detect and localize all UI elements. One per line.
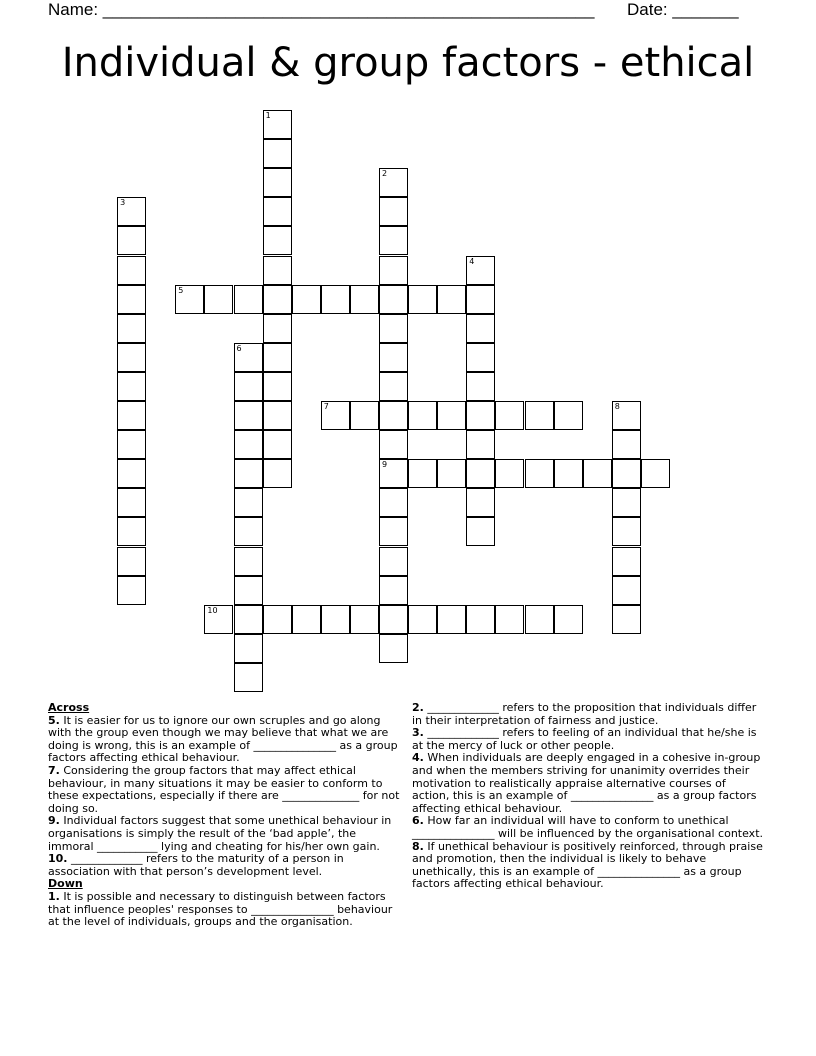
crossword-cell[interactable] bbox=[263, 605, 292, 634]
crossword-cell[interactable] bbox=[525, 605, 554, 634]
clue-number: 5 bbox=[178, 285, 184, 295]
crossword-cell[interactable] bbox=[408, 285, 437, 314]
crossword-cell[interactable] bbox=[263, 168, 292, 197]
crossword-cell[interactable] bbox=[117, 401, 146, 430]
crossword-cell[interactable] bbox=[292, 285, 321, 314]
clue-item-number: 1. bbox=[48, 889, 60, 903]
clue-number: 4 bbox=[469, 256, 475, 266]
clue-item bbox=[48, 765, 403, 815]
crossword-cell[interactable] bbox=[583, 459, 612, 488]
clue-number: 9 bbox=[382, 460, 388, 470]
clue-item-text: Considering the group factors that may affect ethical behaviour, in many situations it may be easier to conform to these expectations, especially if there are ______________ for not doing so. bbox=[48, 763, 400, 815]
crossword-cell[interactable] bbox=[234, 372, 263, 401]
clue-number: 8 bbox=[614, 402, 620, 411]
crossword-cell[interactable] bbox=[466, 372, 495, 401]
crossword-cell[interactable] bbox=[175, 285, 204, 314]
clues-right-column bbox=[412, 702, 766, 891]
clue-item-text: It is possible and necessary to distinguish between factors that influence peoples' responses to _______________ behaviour at the level of individuals, groups and the organisation. bbox=[48, 889, 393, 929]
date-field-label[interactable]: Date: _______ bbox=[627, 0, 739, 19]
clue-item bbox=[412, 702, 766, 727]
clue-number: 10 bbox=[207, 605, 218, 615]
crossword-cell[interactable] bbox=[379, 256, 408, 285]
crossword-cell[interactable] bbox=[234, 517, 263, 546]
clue-item-number: 9. bbox=[48, 814, 60, 828]
crossword-cell[interactable] bbox=[263, 372, 292, 401]
down-clue-list-continued bbox=[412, 702, 766, 891]
crossword-cell[interactable] bbox=[263, 256, 292, 285]
clue-item bbox=[48, 715, 403, 765]
clue-item-number: 5. bbox=[48, 713, 60, 727]
crossword-cell[interactable] bbox=[234, 401, 263, 430]
clue-item-text: _____________ refers to the proposition that individuals differ in their interpretation of fairness and justice. bbox=[412, 701, 757, 727]
crossword-cell[interactable] bbox=[117, 343, 146, 372]
clue-item-number: 2. bbox=[412, 701, 424, 714]
crossword-cell[interactable] bbox=[117, 488, 146, 517]
crossword-cell[interactable] bbox=[495, 605, 524, 634]
crossword-cell[interactable] bbox=[379, 459, 408, 488]
clue-item bbox=[412, 752, 766, 815]
crossword-cell[interactable] bbox=[408, 605, 437, 634]
crossword-cell[interactable] bbox=[117, 285, 146, 314]
crossword-cell[interactable] bbox=[350, 401, 379, 430]
crossword-cell[interactable] bbox=[263, 401, 292, 430]
clue-item bbox=[412, 727, 766, 752]
name-field-label[interactable]: Name: ____________________________________________________ bbox=[48, 0, 595, 19]
crossword-cell[interactable] bbox=[379, 401, 408, 430]
crossword-cell[interactable] bbox=[379, 634, 408, 663]
crossword-cell[interactable] bbox=[204, 285, 233, 314]
crossword-cell[interactable] bbox=[117, 517, 146, 546]
crossword-cell[interactable] bbox=[117, 256, 146, 285]
clue-item bbox=[48, 853, 403, 878]
crossword-cell[interactable] bbox=[263, 459, 292, 488]
crossword-cell[interactable] bbox=[234, 285, 263, 314]
crossword-cell[interactable] bbox=[612, 459, 641, 488]
crossword-cell[interactable] bbox=[117, 372, 146, 401]
crossword-cell[interactable] bbox=[466, 517, 495, 546]
down-clue-list bbox=[48, 891, 403, 929]
down-heading: Down bbox=[48, 877, 83, 891]
crossword-cell[interactable] bbox=[292, 605, 321, 634]
crossword-cell[interactable] bbox=[437, 459, 466, 488]
crossword-cell[interactable] bbox=[379, 168, 408, 197]
crossword-cell[interactable] bbox=[525, 459, 554, 488]
crossword-cell[interactable] bbox=[408, 459, 437, 488]
crossword-cell[interactable] bbox=[379, 197, 408, 226]
clue-item-number: 10. bbox=[48, 852, 68, 866]
crossword-cell[interactable] bbox=[117, 430, 146, 459]
crossword-cell[interactable] bbox=[234, 459, 263, 488]
crossword-cell[interactable] bbox=[379, 226, 408, 255]
crossword-cell[interactable] bbox=[234, 605, 263, 634]
clue-item-number: 6. bbox=[412, 814, 424, 828]
clues-left-column bbox=[48, 702, 403, 929]
crossword-cell[interactable] bbox=[234, 576, 263, 605]
crossword-cell[interactable] bbox=[379, 547, 408, 576]
crossword-cell[interactable] bbox=[263, 430, 292, 459]
crossword-cell[interactable] bbox=[466, 285, 495, 314]
clue-item-text: If unethical behaviour is positively reinforced, through praise and promotion, then the individual is likely to behave unethically, this is an example of _______________ as a group factors affecting ethical behaviour. bbox=[412, 839, 763, 891]
clue-item-text: How far an individual will have to conform to unethical _______________ will be influenced by the organisational context. bbox=[412, 814, 764, 840]
crossword-cell[interactable] bbox=[234, 663, 263, 692]
crossword-cell[interactable] bbox=[466, 256, 495, 285]
clue-item bbox=[48, 815, 403, 853]
crossword-cell[interactable] bbox=[437, 401, 466, 430]
crossword-cell[interactable] bbox=[612, 605, 641, 634]
clue-item bbox=[412, 815, 766, 840]
crossword-cell[interactable] bbox=[612, 488, 641, 517]
crossword-cell[interactable] bbox=[466, 488, 495, 517]
crossword-cell[interactable] bbox=[554, 605, 583, 634]
crossword-cell[interactable] bbox=[408, 401, 437, 430]
crossword-cell[interactable] bbox=[466, 430, 495, 459]
crossword-cell[interactable] bbox=[117, 197, 146, 226]
clue-item-number: 7. bbox=[48, 763, 60, 777]
clue-item bbox=[48, 891, 403, 929]
crossword-cell[interactable] bbox=[263, 314, 292, 343]
page-title: Individual & group factors - ethical bbox=[61, 40, 755, 86]
crossword-cell[interactable] bbox=[350, 605, 379, 634]
crossword-cell[interactable] bbox=[612, 547, 641, 576]
crossword-cell[interactable] bbox=[379, 488, 408, 517]
clue-item-number: 4. bbox=[412, 751, 424, 765]
crossword-cell[interactable] bbox=[117, 314, 146, 343]
crossword-cell[interactable] bbox=[379, 285, 408, 314]
clue-item bbox=[412, 841, 766, 891]
crossword-cell[interactable] bbox=[495, 459, 524, 488]
crossword-cell[interactable] bbox=[321, 401, 350, 430]
crossword-cell[interactable] bbox=[641, 459, 670, 488]
crossword-cell[interactable] bbox=[350, 285, 379, 314]
crossword-cell[interactable] bbox=[612, 401, 641, 430]
crossword-cell[interactable] bbox=[495, 401, 524, 430]
crossword-cell[interactable] bbox=[263, 197, 292, 226]
crossword-cell[interactable] bbox=[379, 372, 408, 401]
crossword-cell[interactable] bbox=[466, 343, 495, 372]
crossword-cell[interactable] bbox=[234, 488, 263, 517]
clue-item-text: _____________ refers to the maturity of a person in association with that person’s development level. bbox=[48, 852, 344, 878]
crossword-cell[interactable] bbox=[263, 139, 292, 168]
crossword-cell[interactable] bbox=[466, 459, 495, 488]
crossword-cell[interactable] bbox=[612, 430, 641, 459]
crossword-cell[interactable] bbox=[466, 401, 495, 430]
clue-item-text: Individual factors suggest that some unethical behaviour in organisations is simply the result of the ‘bad apple’, the immoral ___________ lying and cheating for his/her own gain. bbox=[48, 814, 392, 853]
crossword-cell[interactable] bbox=[117, 576, 146, 605]
crossword-cell[interactable] bbox=[379, 605, 408, 634]
crossword-cell[interactable] bbox=[117, 459, 146, 488]
clue-number: 1 bbox=[265, 111, 271, 120]
clue-item-text: It is easier for us to ignore our own scruples and go along with the group even though we may believe that what we are doing is wrong, this is an example of _______________ as a group factors affecting ethical behaviour. bbox=[48, 713, 398, 765]
crossword-cell[interactable] bbox=[466, 605, 495, 634]
crossword-cell[interactable] bbox=[612, 576, 641, 605]
crossword-cell[interactable] bbox=[321, 285, 350, 314]
crossword-cell[interactable] bbox=[234, 430, 263, 459]
crossword-cell[interactable] bbox=[117, 226, 146, 255]
clue-item-text: _____________ refers to feeling of an individual that he/she is at the mercy of luck or other people. bbox=[412, 726, 757, 752]
crossword-cell[interactable] bbox=[466, 314, 495, 343]
clue-number: 3 bbox=[120, 198, 126, 208]
clue-item-number: 3. bbox=[412, 726, 424, 740]
crossword-cell[interactable] bbox=[204, 605, 233, 634]
crossword-cell[interactable] bbox=[554, 401, 583, 430]
crossword-cell[interactable] bbox=[263, 110, 292, 139]
crossword-cell[interactable] bbox=[263, 285, 292, 314]
across-heading: Across bbox=[48, 701, 90, 714]
crossword-cell[interactable] bbox=[263, 343, 292, 372]
crossword-cell[interactable] bbox=[379, 430, 408, 459]
crossword-cell[interactable] bbox=[234, 343, 263, 372]
crossword-cell[interactable] bbox=[379, 576, 408, 605]
crossword-cell[interactable] bbox=[437, 605, 466, 634]
crossword-cell[interactable] bbox=[379, 517, 408, 546]
crossword-cell[interactable] bbox=[437, 285, 466, 314]
crossword-cell[interactable] bbox=[525, 401, 554, 430]
across-clue-list bbox=[48, 715, 403, 879]
crossword-cell[interactable] bbox=[379, 314, 408, 343]
clue-item-text: When individuals are deeply engaged in a cohesive in-group and when the members striving for unanimity overrides their motivation to realistically appraise alternative courses of action, this is an example of _______________ as a group factors affecting ethical behaviour. bbox=[412, 751, 761, 815]
crossword-cell[interactable] bbox=[234, 634, 263, 663]
crossword-cell[interactable] bbox=[321, 605, 350, 634]
crossword-cell[interactable] bbox=[263, 226, 292, 255]
crossword-cell[interactable] bbox=[234, 547, 263, 576]
clue-number: 2 bbox=[382, 169, 388, 179]
clue-number: 6 bbox=[236, 343, 242, 353]
crossword-cell[interactable] bbox=[117, 547, 146, 576]
clue-item-number: 8. bbox=[412, 839, 424, 853]
crossword-cell[interactable] bbox=[379, 343, 408, 372]
crossword-cell[interactable] bbox=[554, 459, 583, 488]
crossword-cell[interactable] bbox=[612, 517, 641, 546]
clue-number: 7 bbox=[323, 402, 329, 411]
